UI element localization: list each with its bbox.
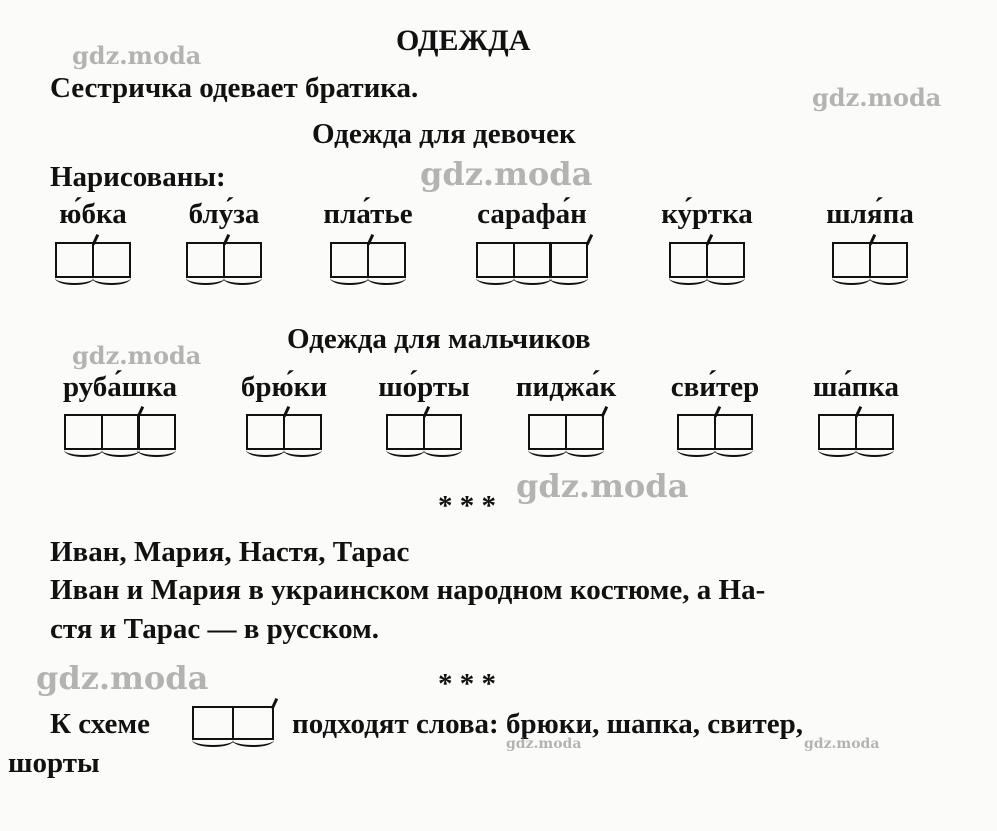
boys-heading: Одежда для мальчиков <box>287 323 591 355</box>
page-title: ОДЕЖДА <box>396 24 531 57</box>
stars-divider-1: * * * <box>438 490 496 522</box>
boys-word: брю́ки <box>240 371 328 403</box>
girls-syllable-schema <box>476 242 588 278</box>
girls-word: ку́ртка <box>661 198 753 230</box>
girls-syllable-schema <box>669 242 745 278</box>
girls-word: сарафа́н <box>477 198 587 230</box>
costume-line-1: Иван и Мария в украинском народном костюме, а На- <box>50 574 766 606</box>
syllable-box-stressed <box>549 242 588 278</box>
girls-syllable-schema <box>330 242 406 278</box>
boys-word: ша́пка <box>812 371 900 403</box>
syllable-box <box>513 242 552 278</box>
girls-heading: Одежда для девочек <box>312 118 576 150</box>
inline-syllable-schema <box>192 706 274 740</box>
girls-word: блу́за <box>188 198 260 230</box>
syllable-box <box>528 414 567 450</box>
watermark: gdz.moda <box>804 736 880 752</box>
syllable-box-stressed <box>565 414 604 450</box>
girls-syllable-schema <box>186 242 262 278</box>
watermark: gdz.moda <box>420 155 593 193</box>
boys-word: шо́рты <box>378 371 470 403</box>
girls-syllable-schema <box>832 242 908 278</box>
syllable-box <box>64 414 103 450</box>
girls-lead: Нарисованы: <box>50 161 226 193</box>
boys-syllable-schema <box>528 414 604 450</box>
girls-syllable-schema <box>55 242 131 278</box>
girls-word: ю́бка <box>59 198 127 230</box>
scheme-end: шорты <box>8 747 100 779</box>
boys-word: руба́шка <box>62 371 178 403</box>
syllable-box-stressed <box>246 414 285 450</box>
syllable-box-stressed <box>330 242 369 278</box>
syllable-box <box>223 242 262 278</box>
boys-syllable-schema <box>818 414 894 450</box>
watermark: gdz.moda <box>36 659 209 697</box>
syllable-box <box>192 706 234 740</box>
names-line: Иван, Мария, Настя, Тарас <box>50 536 410 568</box>
watermark: gdz.moda <box>516 467 689 505</box>
syllable-box <box>92 242 131 278</box>
syllable-box <box>855 414 894 450</box>
syllable-box-stressed <box>669 242 708 278</box>
stars-divider-2: * * * <box>438 668 496 700</box>
syllable-box-stressed <box>818 414 857 450</box>
scheme-suffix: подходят слова: брюки, шапка, свитер, <box>292 708 803 740</box>
syllable-box <box>714 414 753 450</box>
syllable-box <box>869 242 908 278</box>
syllable-box-stressed <box>386 414 425 450</box>
watermark: gdz.moda <box>72 341 202 370</box>
watermark: gdz.moda <box>812 83 942 112</box>
boys-syllable-schema <box>386 414 462 450</box>
syllable-box <box>367 242 406 278</box>
syllable-box <box>476 242 515 278</box>
boys-syllable-schema <box>246 414 322 450</box>
syllable-box <box>706 242 745 278</box>
scheme-prefix: К схеме <box>50 708 151 740</box>
syllable-box <box>137 414 176 450</box>
syllable-box-stressed <box>232 706 274 740</box>
boys-word: пиджа́к <box>515 371 617 403</box>
syllable-box-stressed <box>677 414 716 450</box>
girls-word: шля́па <box>826 198 914 230</box>
syllable-box-stressed <box>832 242 871 278</box>
girls-word: пла́тье <box>323 198 413 230</box>
syllable-box <box>283 414 322 450</box>
costume-line-2: стя и Тарас — в русском. <box>50 613 380 645</box>
syllable-box-stressed <box>55 242 94 278</box>
boys-syllable-schema <box>677 414 753 450</box>
watermark: gdz.moda <box>72 41 202 70</box>
sentence-line: Сестричка одевает братика. <box>50 72 419 104</box>
boys-syllable-schema <box>64 414 176 450</box>
syllable-box <box>423 414 462 450</box>
watermark: gdz.moda <box>506 736 582 752</box>
boys-word: сви́тер <box>670 371 760 403</box>
syllable-box-stressed <box>101 414 140 450</box>
syllable-box-stressed <box>186 242 225 278</box>
